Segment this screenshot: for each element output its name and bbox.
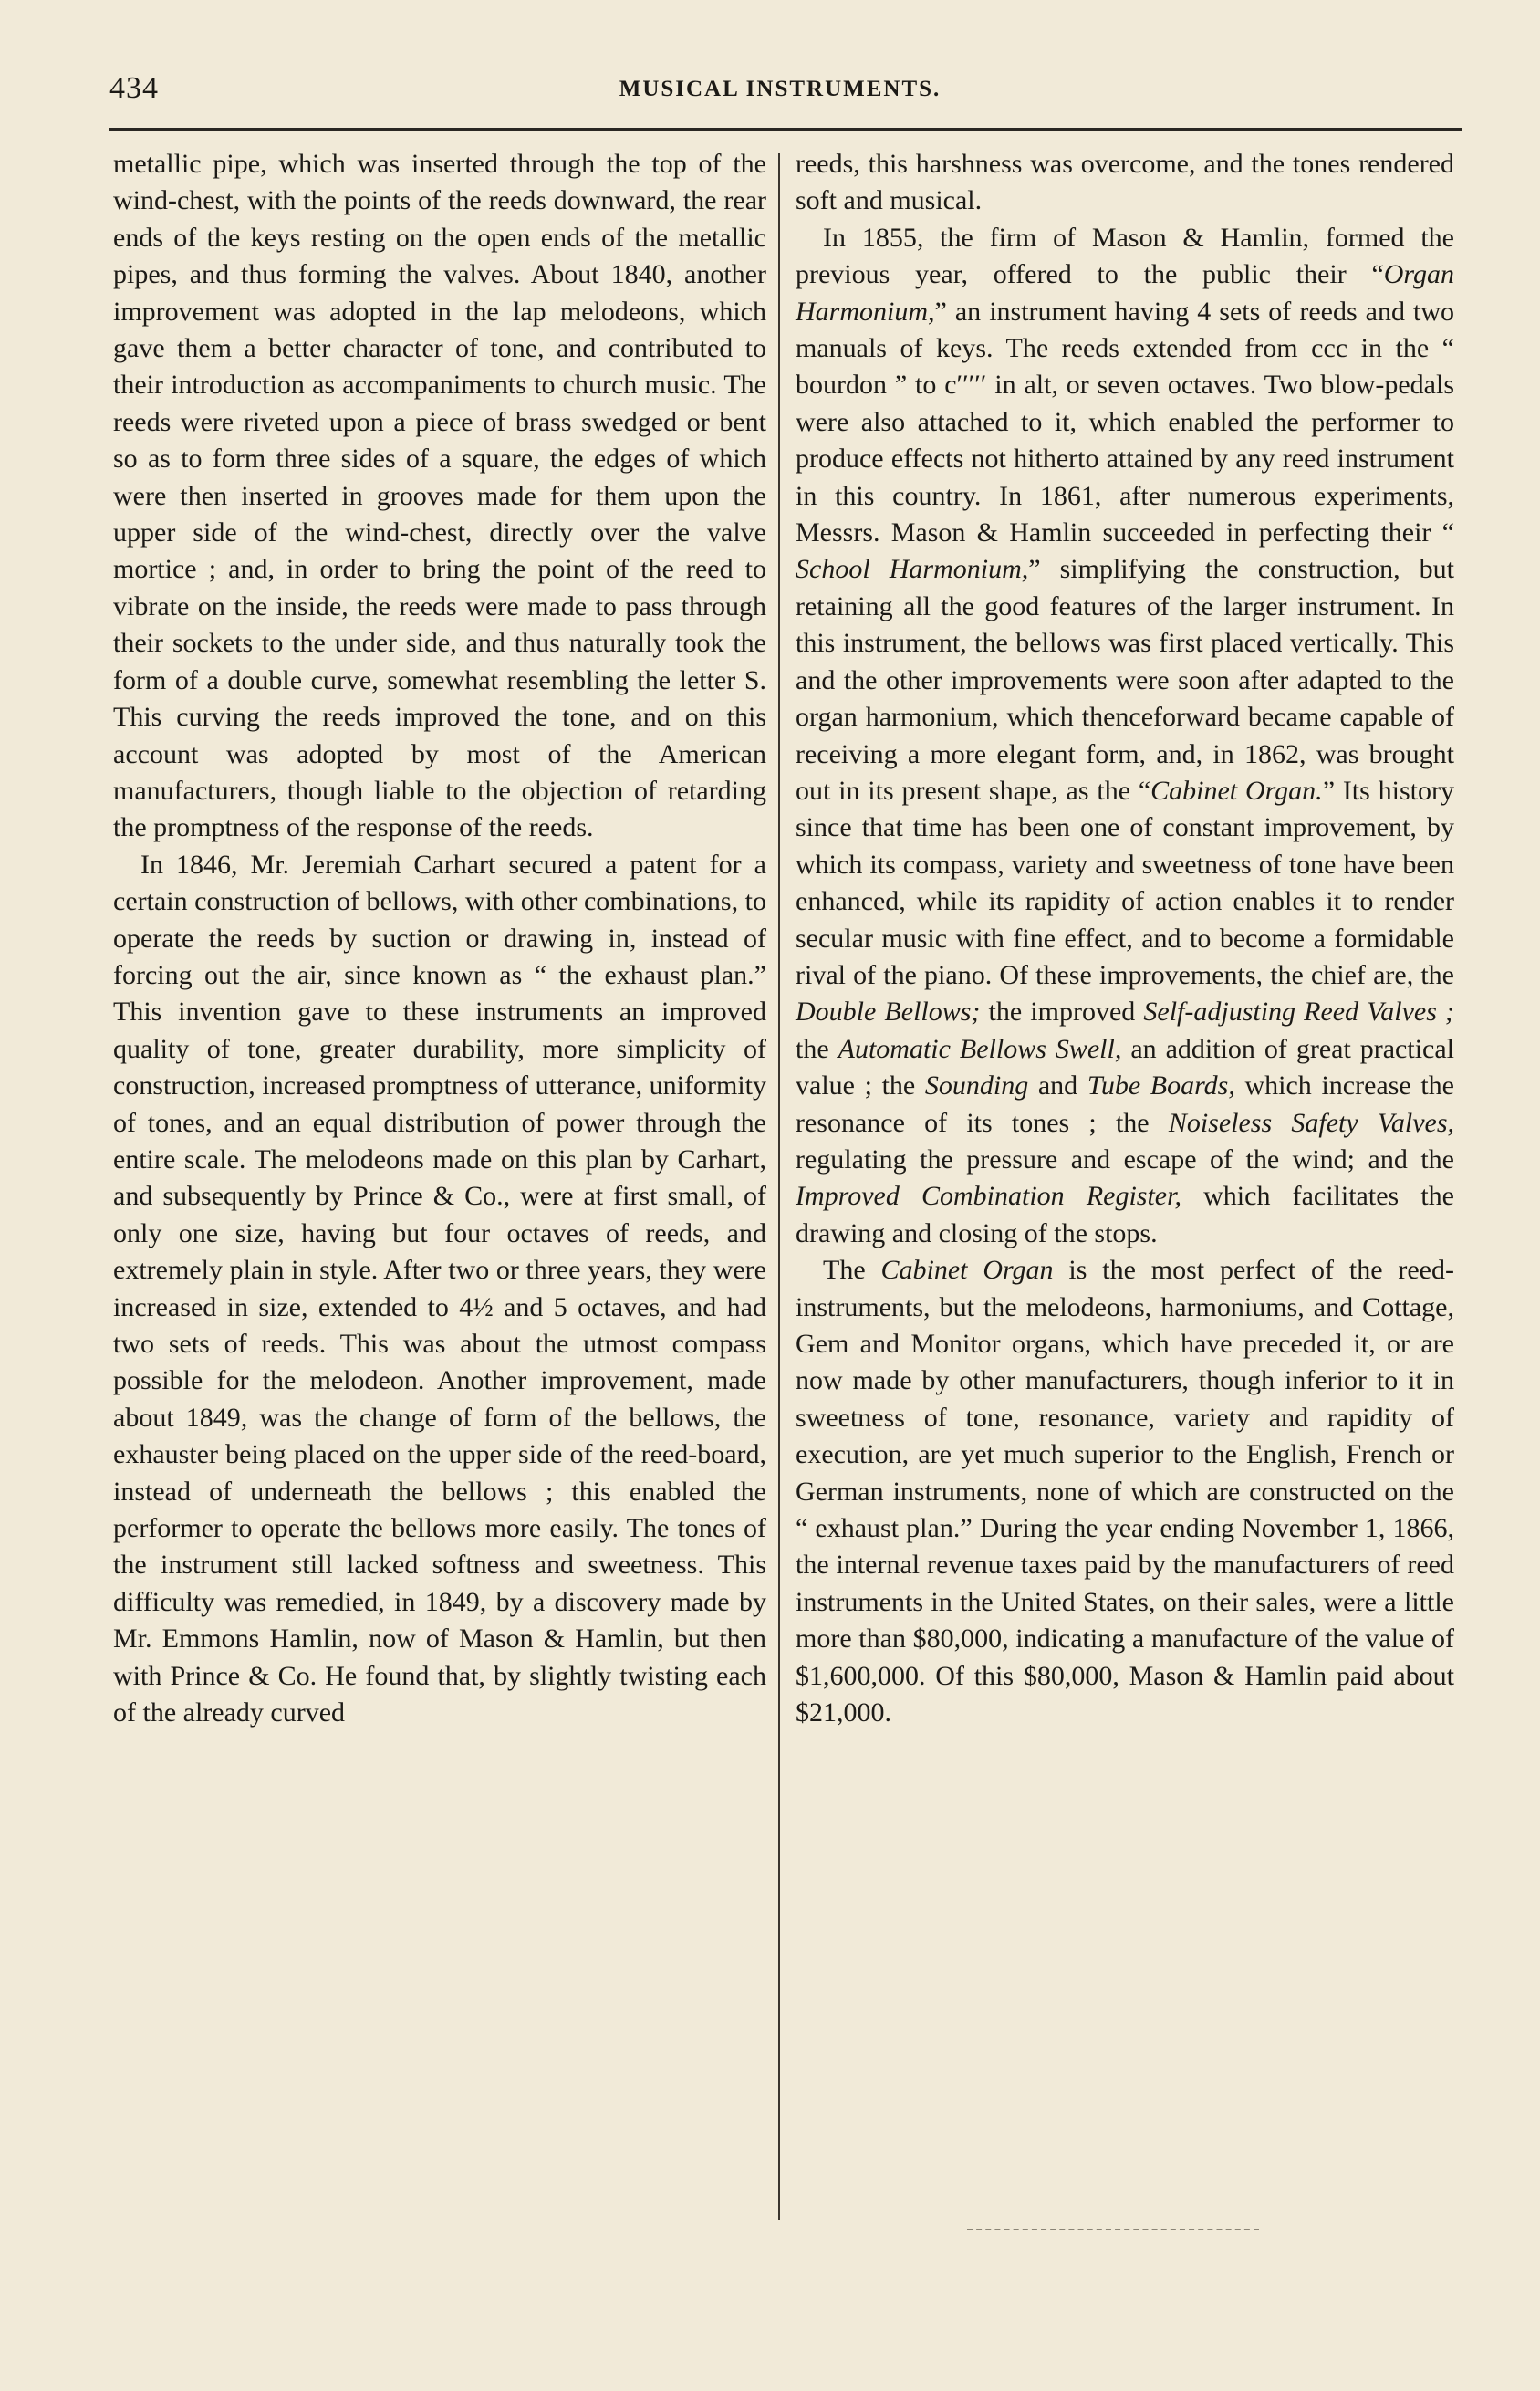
term-cabinet-organ: Cabinet Organ. (1150, 775, 1323, 806)
term-automatic-bellows-swell: Automatic Bellows Swell, (838, 1033, 1122, 1064)
column-divider (778, 153, 780, 2220)
text-run: an addition of great practical value ; the (796, 1033, 1455, 1102)
text-run: regulating the pressure and escape of the wind; and the (796, 1143, 1454, 1175)
term-self-adjusting-reed-valves: Self-adjusting Reed Valves ; (1143, 997, 1454, 1028)
term-cabinet-organ: Cabinet Organ (880, 1255, 1054, 1286)
term-noiseless-safety-valves: Noiseless Safety Valves, (1168, 1107, 1454, 1138)
text-run: The (823, 1255, 881, 1286)
text-run: the improved (980, 997, 1144, 1028)
term-sounding: Sounding (924, 1070, 1029, 1102)
left-column (113, 146, 766, 1731)
text-run: and (1028, 1070, 1087, 1102)
right-paragraph-3 (796, 1252, 1454, 1731)
text-run: which increase the resonance of its tones ; the (796, 1070, 1454, 1138)
text-run: In 1855, the firm of Mason & Hamlin, formed the previous year, offered to the public their “ (796, 222, 1454, 290)
term-school-harmonium: School Harmonium, (796, 554, 1029, 585)
text-run: which facilitates the drawing and closing of the stops. (796, 1181, 1454, 1248)
text-run: the (796, 1033, 838, 1064)
term-tube-boards: Tube Boards, (1087, 1070, 1235, 1102)
term-double-bellows: Double Bellows; (796, 997, 981, 1028)
term-improved-combination-register: Improved Combination Register, (796, 1181, 1181, 1212)
text-run: ” Its history since that time has been one of constant improvement, by which its compass, variety and sweetness of tone have been enhanced, while its rapidity of action enables it to render secular music with fine effect, and to become a formidable rival of the piano. Of these improvements, the chief are, the (796, 775, 1454, 990)
right-column (796, 146, 1454, 1731)
header-rule (109, 128, 1462, 131)
running-head: MUSICAL INSTRUMENTS. (619, 77, 942, 101)
footer-dashes (967, 2229, 1259, 2234)
text-run: ” simplifying the construction, but retaining all the good features of the larger instrument. In this instrument, the bellows was first placed vertically. This and the other improvements were soon after adapted to the organ harmonium, which thenceforward became capable of receiving a more elegant form, and, in 1862, was brought out in its present shape, as the “ (796, 554, 1454, 806)
left-paragraph-2: In 1846, Mr. Jeremiah Carhart secured a patent for a certain construction of bellows, with other combinations, to operate the reeds by suction or drawing in, instead of forcing out the air, since known as “ the exhaust plan.” This invention gave to these instruments an improved quality of tone, greater durability, more simplicity of construction, increased promptness of utterance, uniformity of tones, and an equal distribution of power through the entire scale. The melodeons made on this plan by Carhart, and subsequently by Prince & Co., were at first small, of only one size, having but four octaves of reeds, and extremely plain in style. After two or three years, they were increased in size, extended to 4½ and 5 octaves, and had two sets of reeds. This was about the utmost compass possible for the melodeon. Another improvement, made about 1849, was the change of form of the bellows, the exhauster being placed on the upper side of the reed-board, instead of underneath the bellows ; this enabled the performer to operate the bellows more easily. The tones of the instrument still lacked softness and sweetness. This difficulty was remedied, in 1849, by a discovery made by Mr. Emmons Hamlin, now of Mason & Hamlin, but then with Prince & Co. He found that, by slightly twisting each of the already curved (113, 849, 766, 1728)
text-run: ” an instrument having 4 sets of reeds and two manuals of keys. The reeds extended from ccc in the “ bourdon ” to c′′′′′ in alt, or seven octaves. Two blow-pedals were also attached to it, which enabled the performer to produce effects not hitherto attained by any reed instrument in this country. In 1861, after numerous experiments, Messrs. Mason & Hamlin succeeded in perfecting their “ (796, 296, 1454, 548)
page-number: 434 (109, 71, 159, 105)
term-organ-harmonium: Organ Harmonium, (796, 259, 1454, 327)
left-paragraph-1: metallic pipe, which was inserted through the top of the wind-chest, with the points of the reeds downward, the rear ends of the keys resting on the open ends of the metallic pipes, and thus forming the valves. About 1840, another improvement was adopted in the lap melodeons, which gave them a better character of tone, and contributed to their introduction as accompaniments to church music. The reeds were riveted upon a piece of brass swedged or bent so as to form three sides of a square, the edges of which were then inserted in grooves made for them upon the upper side of the wind-chest, directly over the valve mortice ; and, in order to bring the point of the reed to vibrate on the inside, the reeds were made to pass through their sockets to the under side, and thus naturally took the form of a double curve, somewhat resembling the letter S. This curving the reeds improved the tone, and on this account was adopted by most of the American manufacturers, though liable to the objection of retarding the promptness of the response of the reeds. (113, 149, 766, 843)
text-run: is the most perfect of the reed-instruments, but the melodeons, harmoniums, and Cottage, Gem and Monitor organs, which have preceded it, or are now made by other manufacturers, though inferior to it in sweetness of tone, resonance, variety and rapidity of execution, are yet much superior to the English, French or German instruments, none of which are constructed on the “ exhaust plan.” During the year ending November 1, 1866, the internal revenue taxes paid by the manufacturers of reed instruments in the United States, on their sales, were a little more than $80,000, indicating a manufacture of the value of $1,600,000. Of this $80,000, Mason & Hamlin paid about $21,000. (796, 1255, 1454, 1728)
right-paragraph-1: reeds, this harshness was overcome, and the tones rendered soft and musical. (796, 149, 1454, 216)
right-paragraph-2 (796, 220, 1454, 1252)
page-header (109, 71, 1451, 117)
